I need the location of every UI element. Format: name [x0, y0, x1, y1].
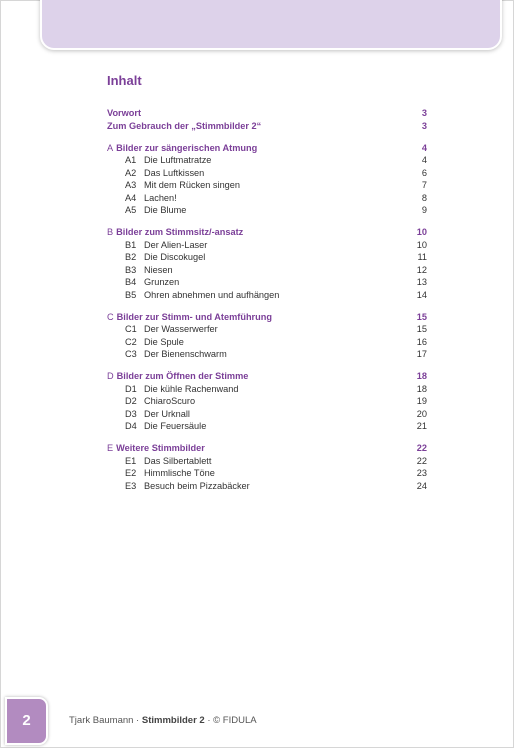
toc-section-letter: A — [107, 142, 114, 153]
toc-entry — [107, 480, 427, 493]
toc-spacer — [107, 433, 427, 443]
toc-entry-code: D2 — [125, 396, 137, 406]
toc-heading — [107, 142, 427, 155]
toc-entry-code: D4 — [125, 421, 137, 431]
toc-entry-title: Niesen — [144, 264, 173, 275]
toc-entry-code: E1 — [125, 455, 137, 466]
toc-page-number: 16 — [416, 336, 427, 347]
toc-entry-code: A4 — [125, 192, 137, 203]
toc-entry-title: ChiaroScuro — [144, 396, 196, 406]
toc-page-number: 3 — [421, 108, 427, 118]
toc-spacer — [107, 132, 427, 142]
toc-entry — [107, 420, 427, 433]
toc-page-number: 10 — [416, 227, 427, 237]
toc-entry — [107, 467, 427, 480]
toc-page-number: 11 — [417, 252, 427, 262]
toc-page-number: 7 — [421, 180, 427, 190]
toc-entry-title: Der Bienenschwarm — [144, 349, 227, 359]
toc-entry-title: Das Luftkissen — [144, 167, 205, 178]
footer-book-title: Stimmbilder 2 — [141, 715, 205, 726]
toc-section-letter: B — [107, 227, 114, 237]
toc-entry-code: C2 — [125, 336, 137, 347]
toc-page-number: 24 — [416, 480, 427, 491]
footer-publisher: · © FIDULA — [204, 715, 257, 726]
toc-entry-title: Die Spule — [144, 336, 184, 347]
toc-entry-code: B4 — [125, 277, 137, 287]
toc-entry-title: Der Wasserwerfer — [144, 324, 218, 334]
toc-entry — [107, 192, 427, 205]
toc-entry-title: Bilder zum Öffnen der Stimme — [116, 371, 249, 381]
toc-entry-title: Ohren abnehmen und aufhängen — [144, 289, 280, 300]
toc-entry-title: Bilder zur sängerischen Atmung — [116, 142, 258, 153]
header-band — [40, 0, 502, 50]
toc-entry — [107, 179, 427, 192]
toc-heading — [107, 107, 427, 120]
toc-entry — [107, 348, 427, 361]
toc-entry-code: A3 — [125, 180, 137, 190]
toc-entry-code: C3 — [125, 349, 137, 359]
toc-entry-code: B2 — [125, 252, 137, 262]
toc-entry — [107, 336, 427, 349]
toc-entry-title: Lachen! — [144, 192, 177, 203]
toc-entry-code: E2 — [125, 468, 137, 478]
toc-spacer — [107, 217, 427, 227]
toc-page-number: 10 — [416, 239, 427, 250]
toc-page-number: 18 — [416, 371, 427, 381]
toc-entry — [107, 167, 427, 180]
toc-entry — [107, 204, 427, 217]
toc-entry-title: Bilder zum Stimmsitz/-ansatz — [116, 227, 244, 237]
toc-entry — [107, 264, 427, 277]
toc-entry-code: B5 — [125, 289, 137, 300]
toc-entry-title: Grunzen — [144, 277, 180, 287]
toc-page-number: 17 — [416, 349, 427, 359]
toc-page-number: 15 — [416, 324, 427, 334]
toc-page-number: 15 — [416, 311, 427, 322]
toc-entry-title: Die Feuersäule — [144, 421, 207, 431]
footer-credit — [69, 715, 257, 726]
toc-entry-title: Weitere Stimmbilder — [116, 443, 205, 453]
toc-heading — [107, 120, 427, 133]
toc-entry — [107, 395, 427, 408]
toc-entry — [107, 289, 427, 302]
toc-entry-title: Mit dem Rücken singen — [144, 180, 241, 190]
footer-author: Tjark Baumann · — [69, 715, 142, 726]
toc-page-number: 22 — [416, 443, 427, 453]
toc-entry — [107, 239, 427, 252]
toc-entry — [107, 154, 427, 167]
page-title: Inhalt — [107, 73, 142, 88]
toc-page-number: 21 — [416, 421, 427, 431]
toc-section-letter: D — [107, 371, 114, 381]
toc-entry-code: A2 — [125, 167, 137, 178]
toc-entry-title: Vorwort — [107, 108, 142, 118]
page-number-tab: 2 — [5, 697, 48, 745]
toc-entry-code: A1 — [125, 155, 137, 165]
toc-entry-title: Besuch beim Pizzabäcker — [144, 480, 250, 491]
toc-page-number: 6 — [421, 167, 427, 178]
toc-entry — [107, 408, 427, 421]
toc-page-number: 8 — [421, 192, 427, 203]
table-of-contents — [107, 107, 427, 492]
toc-entry — [107, 251, 427, 264]
toc-page-number: 18 — [416, 383, 427, 394]
toc-entry-title: Der Alien-Laser — [144, 239, 208, 250]
toc-page-number: 19 — [416, 396, 427, 406]
toc-heading — [107, 442, 427, 455]
toc-page-number: 22 — [416, 455, 427, 466]
toc-page-number: 12 — [416, 264, 427, 275]
toc-entry — [107, 383, 427, 396]
toc-page-number: 14 — [416, 289, 427, 300]
toc-entry-code: D1 — [125, 383, 137, 394]
toc-page-number: 9 — [421, 205, 427, 215]
toc-entry-title: Bilder zur Stimm- und Atemführung — [116, 311, 272, 322]
toc-entry-title: Die Discokugel — [144, 252, 206, 262]
toc-entry-title: Das Silbertablett — [144, 455, 212, 466]
toc-heading — [107, 311, 427, 324]
toc-entry-title: Himmlische Töne — [144, 468, 215, 478]
toc-page-number: 3 — [421, 120, 427, 131]
toc-entry-code: E3 — [125, 480, 137, 491]
toc-heading — [107, 370, 427, 383]
toc-entry-code: C1 — [125, 324, 137, 334]
toc-entry-title: Die Luftmatratze — [144, 155, 212, 165]
toc-spacer — [107, 301, 427, 311]
toc-entry-title: Der Urknall — [144, 408, 190, 419]
toc-entry-title: Die kühle Rachenwand — [144, 383, 239, 394]
toc-entry-code: B1 — [125, 239, 137, 250]
toc-page-number: 13 — [416, 277, 427, 287]
toc-entry — [107, 455, 427, 468]
toc-page-number: 23 — [416, 468, 427, 478]
toc-section-letter: C — [107, 311, 114, 322]
toc-entry-title: Die Blume — [144, 205, 187, 215]
toc-page-number: 4 — [421, 155, 427, 165]
toc-heading — [107, 226, 427, 239]
toc-section-letter: E — [107, 443, 114, 453]
toc-entry — [107, 323, 427, 336]
toc-page-number: 4 — [421, 142, 427, 153]
toc-page-number: 20 — [416, 408, 427, 419]
toc-entry-code: A5 — [125, 205, 137, 215]
toc-entry-code: D3 — [125, 408, 137, 419]
toc-entry — [107, 276, 427, 289]
toc-entry-code: B3 — [125, 264, 137, 275]
toc-spacer — [107, 361, 427, 371]
toc-entry-title: Zum Gebrauch der „Stimmbilder 2“ — [107, 120, 262, 131]
